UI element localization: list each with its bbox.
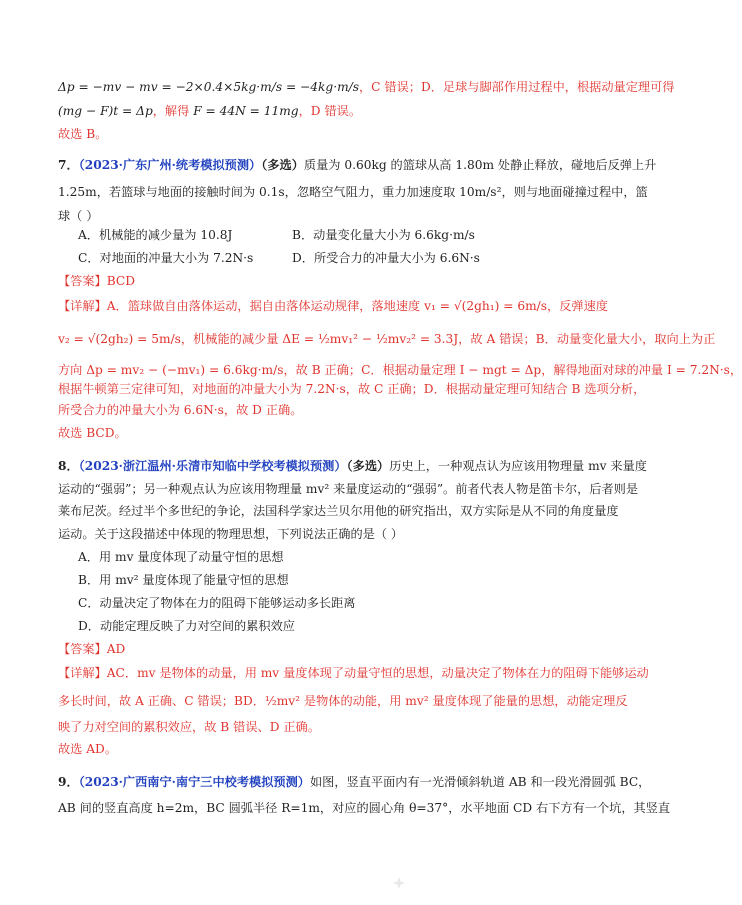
momentum-change-formula: Δp = −mv − mv = −2×0.4×5kg·m/s = −4kg·m/s — [58, 80, 359, 94]
decorative-star-icon — [392, 876, 406, 890]
q7-answer — [58, 273, 603, 289]
q8-detail-text-1: AC．mv 是物体的动量，用 mv 量度体现了动量守恒的思想，动量决定了物体在力的阻碍下能够运动 — [106, 666, 649, 680]
q7-multi-tag: （多选） — [261, 158, 304, 172]
q7-option-d: D．所受合力的冲量大小为 6.6N·s — [292, 251, 480, 265]
q7-detail-line-1 — [58, 298, 608, 314]
q7-detail-line-3: 方向 Δp = mv₂ − (−mv₁) = 6.6kg·m/s，故 B 正确；C．根据动量定理 I − mgt = Δp，解得地面对球的冲量 I = 7.2N·s， — [58, 363, 742, 377]
q7-detail-text-1: A．篮球做自由落体运动，据自由落体运动规律，落地速度 v₁ = √(2gh₁) = 6m/s，反弹速度 — [106, 299, 608, 313]
q7-number: 7． — [58, 158, 79, 172]
prev-detail-line-2 — [58, 103, 603, 119]
q7-answer-value: BCD — [106, 274, 136, 288]
q7-option-a: A．机械能的减少量为 10.8J — [78, 228, 233, 242]
q8-option-a: A．用 mv 量度体现了动量守恒的思想 — [78, 550, 284, 564]
prev-detail-line-1 — [58, 79, 675, 95]
q9-stem-text-1: 如图，竖直平面内有一光滑倾斜轨道 AB 和一段光滑圆弧 BC， — [309, 775, 651, 789]
q7-conclusion: 故选 BCD。 — [58, 426, 127, 440]
q8-stem-line-3: 莱布尼茨。经过半个多世纪的争论，法国科学家达兰贝尔用他的研究指出，双方实际是从不同的角度量度 — [58, 504, 619, 518]
prev-conclusion: 故选 B。 — [58, 127, 108, 141]
prev-detail-text-1: ，C 错误；D．足球与脚部作用过程中，根据动量定理可得 — [359, 80, 675, 94]
q9-number: 9． — [58, 775, 79, 789]
q7-detail-line-2: v₂ = √(2gh₂) = 5m/s，机械能的减少量 ΔE = ½mv₁² − ½mv₂² = 3.3J，故 A 错误；B．动量变化量大小，取向上为正 — [58, 332, 716, 346]
q8-option-c: C．动量决定了物体在力的阻碍下能够运动多长距离 — [78, 596, 356, 610]
q7-option-b: B．动量变化量大小为 6.6kg·m/s — [292, 228, 475, 242]
q8-answer-value: AD — [106, 642, 126, 656]
q8-stem-line-1 — [58, 458, 647, 474]
q8-source: （2023·浙江温州·乐清市知临中学校考模拟预测） — [78, 459, 347, 473]
q9-source: （2023·广西南宁·南宁三中校考模拟预测） — [78, 775, 310, 789]
prev-detail-text-3: ，D 错误。 — [298, 104, 362, 118]
q8-stem-line-4: 运动。关于这段描述中体现的物理思想，下列说法正确的是（ ） — [58, 527, 404, 541]
q7-answer-label: 【答案】 — [58, 274, 107, 288]
q7-stem-line-2: 1.25m，若篮球与地面的接触时间为 0.1s，忽略空气阻力，重力加速度取 10m/s²，则与地面碰撞过程中，篮 — [58, 185, 648, 199]
q7-detail-line-5: 所受合力的冲量大小为 6.6N·s，故 D 正确。 — [58, 403, 303, 417]
q9-stem-line-1 — [58, 774, 651, 790]
q7-detail-label: 【详解】 — [58, 299, 107, 313]
q8-conclusion: 故选 AD。 — [58, 742, 118, 756]
q9-stem-line-2: AB 间的竖直高度 h=2m，BC 圆弧半径 R=1m，对应的圆心角 θ=37°，水平地面 CD 右下方有一个坑，其竖直 — [58, 801, 671, 815]
q8-stem-line-2: 运动的“强弱”；另一种观点认为应该用物理量 mv² 来量度运动的“强弱”。前者代表人物是笛卡尔，后者则是 — [58, 482, 639, 496]
q8-stem-text-1: 历史上，一种观点认为应该用物理量 mv 来量度 — [389, 459, 647, 473]
q8-detail-line-3: 映了力对空间的累积效应，故 B 错误、D 正确。 — [58, 720, 320, 734]
q7-source: （2023·广东广州·统考模拟预测） — [78, 158, 262, 172]
q7-stem-line-1 — [58, 157, 657, 173]
q8-answer — [58, 641, 603, 657]
q7-stem-text-1: 质量为 0.60kg 的篮球从高 1.80m 处静止释放，碰地后反弹上升 — [303, 158, 657, 172]
q8-number: 8． — [58, 459, 79, 473]
q7-detail-line-4: 根据牛顿第三定律可知，对地面的冲量大小为 7.2N·s，故 C 正确；D．根据动量定理可知结合 B 选项分析， — [58, 382, 646, 396]
q8-detail-line-1 — [58, 665, 649, 681]
q7-option-c: C．对地面的冲量大小为 7.2N·s — [78, 251, 254, 265]
q8-multi-tag: （多选） — [346, 459, 390, 473]
q8-detail-line-2: 多长时间，故 A 正确、C 错误；BD．½mv² 是物体的动能，用 mv² 量度体现了能量的思想，动能定理反 — [58, 694, 628, 708]
q8-detail-label: 【详解】 — [58, 666, 107, 680]
force-formula: F = 44N = 11mg — [193, 104, 299, 118]
q8-answer-label: 【答案】 — [58, 642, 107, 656]
prev-detail-text-2: ，解得 — [152, 104, 194, 118]
q7-stem-line-3: 球（ ） — [58, 209, 99, 223]
q8-option-b: B．用 mv² 量度体现了能量守恒的思想 — [78, 573, 289, 587]
q8-option-d: D．动能定理反映了力对空间的累积效应 — [78, 619, 295, 633]
impulse-formula: (mg − F)t = Δp — [58, 104, 153, 118]
